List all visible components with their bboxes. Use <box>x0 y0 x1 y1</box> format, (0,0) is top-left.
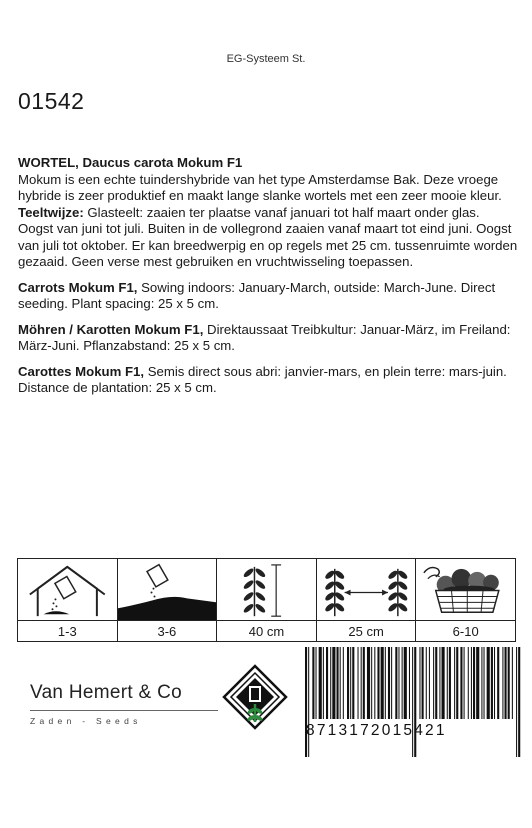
barcode-bar <box>332 647 335 719</box>
barcode-bar <box>473 647 475 719</box>
barcode-bar <box>505 647 507 719</box>
barcode-bar <box>442 647 445 719</box>
icon-label: 40 cm <box>248 624 285 640</box>
barcode-bar <box>508 647 510 719</box>
barcode-bar <box>350 647 351 719</box>
icon-label: 25 cm <box>348 624 384 640</box>
barcode-bar <box>429 647 430 719</box>
brand-divider <box>30 710 218 711</box>
german-title: Möhren / Karotten Mokum F1, <box>18 321 204 337</box>
product-code: 01542 <box>18 88 85 114</box>
barcode-bar <box>516 647 517 757</box>
teelt-label: Teeltwijze: <box>18 204 84 220</box>
icon-cell-outdoor <box>118 559 218 641</box>
brand-subtitle: Zaden - Seeds <box>30 716 142 726</box>
barcode-bar <box>422 647 424 719</box>
brand-block <box>30 682 230 726</box>
barcode-bar <box>419 647 420 719</box>
barcode-bar <box>330 647 331 719</box>
barcode-bar <box>460 647 462 719</box>
description-block <box>18 155 518 406</box>
outdoor-sowing-icon <box>118 559 217 621</box>
barcode-bar <box>449 647 451 719</box>
barcode-bar <box>395 647 397 719</box>
barcode-bar <box>439 647 440 719</box>
barcode-bar <box>385 647 386 719</box>
barcode-bar <box>435 647 437 719</box>
barcode-bar <box>476 647 479 719</box>
icon-label: 6-10 <box>452 624 479 640</box>
barcode-bar <box>433 647 434 719</box>
barcode-bar <box>363 647 365 719</box>
barcode-bar <box>340 647 341 719</box>
barcode-bar <box>381 647 384 719</box>
german-section <box>18 322 518 355</box>
dutch-section <box>18 155 518 271</box>
barcode-bar <box>481 647 482 719</box>
english-body: Sowing indoors: January-March, outside: March-June. Direct seeding. Plant spacing: 25 x 5 cm. <box>18 279 496 311</box>
icon-label: 3-6 <box>157 624 177 640</box>
barcode-bar <box>326 647 328 719</box>
barcode-bar <box>358 647 359 719</box>
greenhouse-sowing-icon <box>18 559 117 621</box>
barcode-bar <box>484 647 485 719</box>
barcode-bar <box>454 647 455 719</box>
barcode-bar <box>497 647 499 719</box>
icon-cell-greenhouse <box>18 559 118 641</box>
barcode-bar <box>404 647 407 719</box>
barcode-bar <box>377 647 379 719</box>
barcode-digits: 8713172015421 <box>306 722 447 739</box>
barcode-bar <box>374 647 375 719</box>
barcode-bar <box>471 647 472 719</box>
dutch-body: Mokum is een echte tuindershybride van het type Amsterdamse Bak. Deze vroege hybride is zeer produktief en maakt lange slanke wortels met een zeer mooie kleur. <box>18 171 502 203</box>
barcode-bar <box>367 647 370 719</box>
barcode-bar <box>487 647 490 719</box>
german-body: Direktaussaat Treibkultur: Januar-März, im Freiland: März-Juni. Pflanzabstand: 25 x 5 cm. <box>18 321 511 353</box>
barcode-bar <box>502 647 503 719</box>
barcode-bar <box>468 647 469 719</box>
dutch-title: WORTEL, Daucus carota Mokum F1 <box>18 155 243 170</box>
barcode-bar <box>512 647 513 719</box>
icon-label: 1-3 <box>57 624 77 640</box>
barcode-bar <box>388 647 390 719</box>
brand-name: Van Hemert & Co <box>30 682 182 703</box>
barcode-bar <box>316 647 317 719</box>
barcode-bar <box>371 647 372 719</box>
barcode-bar <box>305 647 307 757</box>
barcode-bar <box>347 647 349 719</box>
icon-cell-spacing <box>317 559 417 641</box>
barcode-bar <box>491 647 493 719</box>
barcode-bar <box>308 647 309 757</box>
english-section <box>18 280 518 313</box>
icon-cell-harvest <box>416 559 515 641</box>
barcode-bar <box>323 647 324 719</box>
barcode-bar <box>391 647 392 719</box>
barcode-bar <box>464 647 465 719</box>
barcode-bar <box>337 647 339 719</box>
french-title: Carottes Mokum F1, <box>18 363 145 379</box>
english-title: Carrots Mokum F1, <box>18 279 138 295</box>
barcode-bar <box>447 647 448 719</box>
barcode-bar <box>412 647 413 757</box>
system-label: EG-Systeem St. <box>226 53 306 65</box>
barcode-bar <box>426 647 427 719</box>
barcode-bar <box>352 647 354 719</box>
barcode-bar <box>343 647 344 719</box>
plant-height-icon <box>217 559 316 621</box>
french-body: Semis direct sous abri: janvier-mars, en plein terre: mars-juin. Distance de plantation: 25 x 5 cm. <box>18 363 507 395</box>
barcode-icon <box>303 647 523 757</box>
plant-spacing-icon <box>317 559 416 621</box>
icon-cell-height <box>217 559 317 641</box>
harvest-basket-icon <box>416 559 515 621</box>
french-section <box>18 364 518 397</box>
barcode-bar <box>319 647 322 719</box>
teelt-body: Glasteelt: zaaien ter plaatse vanaf januari tot half maart onder glas. Oogst van juni tot juli. Buiten in de vollegrond zaaien vanaf maart tot eind juni. Oogst van juli tot oktober. Er kan breedwerpig en op regels met 25 cm. tussenruimte worden gezaaid. Geen verse mest gebruiken en vruchtwisseling toepassen. <box>18 204 518 269</box>
barcode-bar <box>456 647 458 719</box>
barcode-bar <box>409 647 410 719</box>
barcode-bar <box>402 647 403 719</box>
barcode-bar <box>398 647 399 719</box>
brand-logo-icon <box>222 664 288 730</box>
barcode-bar <box>494 647 495 719</box>
barcode-bar <box>414 647 416 757</box>
barcode-bar <box>518 647 520 757</box>
cultivation-icons <box>17 558 516 642</box>
barcode-bar <box>361 647 362 719</box>
barcode-bar <box>312 647 314 719</box>
